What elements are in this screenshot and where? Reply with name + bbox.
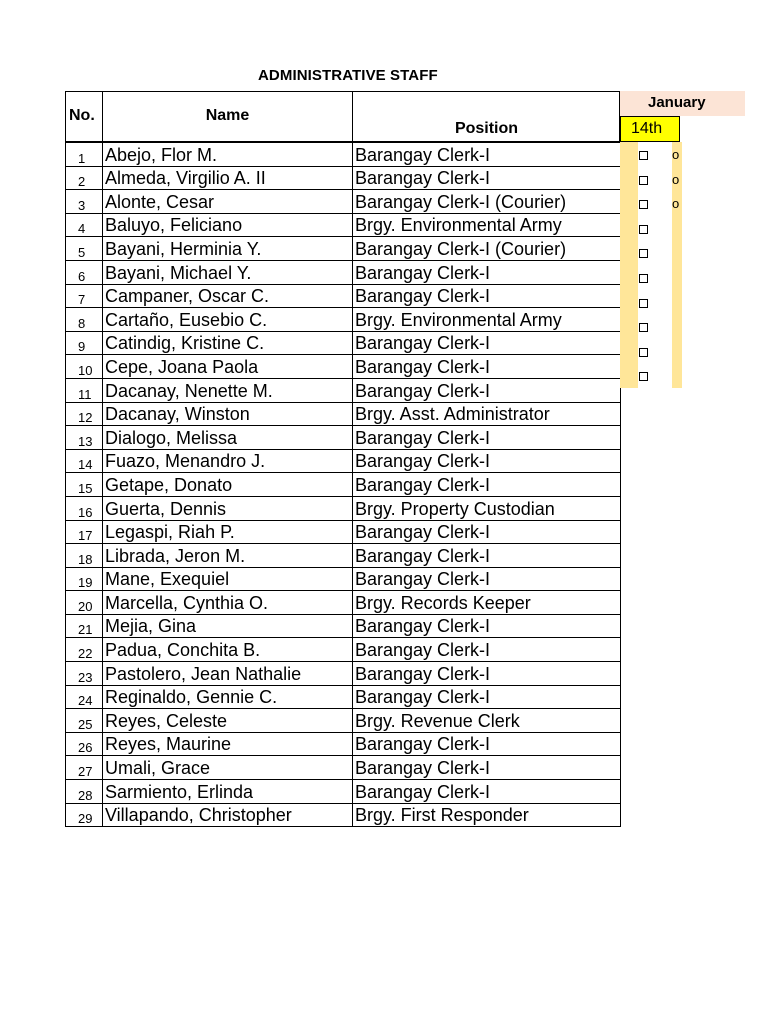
month-cell[interactable] xyxy=(620,91,706,116)
attendance-checkbox[interactable] xyxy=(639,200,648,209)
staff-name-cell[interactable]: Reginaldo, Gennie C. xyxy=(103,685,353,709)
staff-position-cell[interactable]: Brgy. Records Keeper xyxy=(353,591,621,615)
table-row xyxy=(66,803,621,827)
row-number-cell[interactable]: 19 xyxy=(66,567,103,591)
staff-position-cell[interactable]: Barangay Clerk-I xyxy=(353,143,621,167)
staff-position-cell[interactable]: Barangay Clerk-I xyxy=(353,780,621,804)
staff-position-cell[interactable]: Barangay Clerk-I xyxy=(353,614,621,638)
staff-name-cell[interactable]: Bayani, Michael Y. xyxy=(103,260,353,284)
staff-position-cell[interactable]: Barangay Clerk-I xyxy=(353,567,621,591)
staff-name-cell[interactable]: Villapando, Christopher xyxy=(103,803,353,827)
row-number-cell[interactable]: 8 xyxy=(66,308,103,332)
row-number-cell[interactable]: 6 xyxy=(66,260,103,284)
table-row xyxy=(66,213,621,237)
staff-name-cell[interactable]: Reyes, Celeste xyxy=(103,709,353,733)
row-number-cell[interactable]: 24 xyxy=(66,685,103,709)
row-number-cell[interactable]: 4 xyxy=(66,213,103,237)
row-number-cell[interactable]: 16 xyxy=(66,496,103,520)
attendance-checkbox[interactable] xyxy=(639,348,648,357)
row-number-cell[interactable]: 1 xyxy=(66,143,103,167)
header-name-label: Name xyxy=(205,107,250,124)
staff-name-cell[interactable]: Getape, Donato xyxy=(103,473,353,497)
attendance-checkbox[interactable] xyxy=(639,176,648,185)
table-row xyxy=(66,260,621,284)
staff-name-cell[interactable]: Catindig, Kristine C. xyxy=(103,331,353,355)
staff-name-cell[interactable]: Campaner, Oscar C. xyxy=(103,284,353,308)
staff-name-cell[interactable]: Alonte, Cesar xyxy=(103,190,353,214)
header-no-label: No. xyxy=(69,107,95,124)
month-label: January xyxy=(648,94,706,111)
table-row xyxy=(66,402,621,426)
staff-name-cell[interactable]: Marcella, Cynthia O. xyxy=(103,591,353,615)
staff-position-cell[interactable]: Barangay Clerk-I xyxy=(353,638,621,662)
staff-name-cell[interactable]: Dialogo, Melissa xyxy=(103,426,353,450)
staff-name-cell[interactable]: Abejo, Flor M. xyxy=(103,143,353,167)
staff-name-cell[interactable]: Dacanay, Nenette M. xyxy=(103,378,353,402)
table-row xyxy=(66,732,621,756)
row-number-cell[interactable]: 2 xyxy=(66,166,103,190)
staff-name-cell[interactable]: Pastolero, Jean Nathalie xyxy=(103,662,353,686)
staff-name-cell[interactable]: Dacanay, Winston xyxy=(103,402,353,426)
sheet-title: ADMINISTRATIVE STAFF xyxy=(258,67,438,84)
row-number-cell[interactable]: 18 xyxy=(66,544,103,568)
table-row xyxy=(66,709,621,733)
staff-name-cell[interactable]: Fuazo, Menandro J. xyxy=(103,449,353,473)
table-row xyxy=(66,662,621,686)
staff-position-cell[interactable]: Barangay Clerk-I xyxy=(353,355,621,379)
staff-name-cell[interactable]: Reyes, Maurine xyxy=(103,732,353,756)
table-row xyxy=(66,378,621,402)
table-row xyxy=(66,496,621,520)
staff-position-cell[interactable]: Barangay Clerk-I xyxy=(353,284,621,308)
table-row xyxy=(66,473,621,497)
staff-position-cell[interactable]: Barangay Clerk-I xyxy=(353,449,621,473)
table-row xyxy=(66,143,621,167)
row-number-cell[interactable]: 25 xyxy=(66,709,103,733)
table-row xyxy=(66,166,621,190)
table-row xyxy=(66,780,621,804)
staff-position-cell[interactable]: Barangay Clerk-I xyxy=(353,662,621,686)
table-row xyxy=(66,284,621,308)
staff-position-cell[interactable]: Barangay Clerk-I xyxy=(353,166,621,190)
header-no-cell[interactable] xyxy=(66,92,103,141)
attendance-checkbox[interactable] xyxy=(639,372,648,381)
attendance-checkbox[interactable] xyxy=(639,151,648,160)
attendance-checkbox[interactable] xyxy=(639,299,648,308)
row-number-cell[interactable]: 5 xyxy=(66,237,103,261)
staff-position-cell[interactable]: Barangay Clerk-I xyxy=(353,520,621,544)
row-number-cell[interactable]: 20 xyxy=(66,591,103,615)
table-row xyxy=(66,685,621,709)
staff-name-cell[interactable]: Librada, Jeron M. xyxy=(103,544,353,568)
table-row xyxy=(66,355,621,379)
staff-position-cell[interactable]: Barangay Clerk-I (Courier) xyxy=(353,190,621,214)
row-number-cell[interactable]: 23 xyxy=(66,662,103,686)
row-number-cell[interactable]: 13 xyxy=(66,426,103,450)
staff-position-cell[interactable]: Brgy. Revenue Clerk xyxy=(353,709,621,733)
table-row xyxy=(66,331,621,355)
table-row xyxy=(66,449,621,473)
staff-name-cell[interactable]: Legaspi, Riah P. xyxy=(103,520,353,544)
row-number-cell[interactable]: 11 xyxy=(66,378,103,402)
table-row xyxy=(66,591,621,615)
staff-position-cell[interactable]: Barangay Clerk-I xyxy=(353,473,621,497)
staff-name-cell[interactable]: Sarmiento, Erlinda xyxy=(103,780,353,804)
date-cell[interactable] xyxy=(620,116,680,142)
header-position-label: Position xyxy=(454,120,519,137)
row-number-cell[interactable]: 12 xyxy=(66,402,103,426)
staff-name-cell[interactable]: Guerta, Dennis xyxy=(103,496,353,520)
table-row xyxy=(66,190,621,214)
row-number-cell[interactable]: 3 xyxy=(66,190,103,214)
attendance-mark: o xyxy=(672,171,680,187)
row-number-cell[interactable]: 27 xyxy=(66,756,103,780)
table-row xyxy=(66,426,621,450)
staff-name-cell[interactable]: Baluyo, Feliciano xyxy=(103,213,353,237)
staff-table-body xyxy=(66,143,621,827)
header-position-cell[interactable] xyxy=(353,92,620,141)
staff-table xyxy=(65,142,621,827)
table-row xyxy=(66,308,621,332)
staff-position-cell[interactable]: Barangay Clerk-I xyxy=(353,378,621,402)
header-name-cell[interactable] xyxy=(103,92,353,141)
staff-position-cell[interactable]: Barangay Clerk-I xyxy=(353,426,621,450)
table-row xyxy=(66,544,621,568)
staff-position-cell[interactable]: Brgy. First Responder xyxy=(353,803,621,827)
staff-position-cell[interactable]: Barangay Clerk-I xyxy=(353,544,621,568)
table-row xyxy=(66,520,621,544)
staff-position-cell[interactable]: Barangay Clerk-I (Courier) xyxy=(353,237,621,261)
date-label: 14th xyxy=(631,120,663,137)
staff-name-cell[interactable]: Mejia, Gina xyxy=(103,614,353,638)
table-row xyxy=(66,638,621,662)
staff-position-cell[interactable]: Barangay Clerk-I xyxy=(353,756,621,780)
table-row xyxy=(66,567,621,591)
row-number-cell[interactable]: 9 xyxy=(66,331,103,355)
row-number-cell[interactable]: 7 xyxy=(66,284,103,308)
row-number-cell[interactable]: 21 xyxy=(66,614,103,638)
attendance-checkbox[interactable] xyxy=(639,225,648,234)
staff-position-cell[interactable]: Barangay Clerk-I xyxy=(353,260,621,284)
attendance-mark: o xyxy=(672,147,680,162)
attendance-checkbox[interactable] xyxy=(639,249,648,258)
staff-name-cell[interactable]: Padua, Conchita B. xyxy=(103,638,353,662)
staff-name-cell[interactable]: Almeda, Virgilio A. II xyxy=(103,166,353,190)
staff-name-cell[interactable]: Umali, Grace xyxy=(103,756,353,780)
staff-name-cell[interactable]: Bayani, Herminia Y. xyxy=(103,237,353,261)
attendance-checkbox[interactable] xyxy=(639,323,648,332)
staff-position-cell[interactable]: Barangay Clerk-I xyxy=(353,331,621,355)
table-row xyxy=(66,756,621,780)
row-number-cell[interactable]: 26 xyxy=(66,732,103,756)
staff-name-cell[interactable]: Mane, Exequiel xyxy=(103,567,353,591)
row-number-cell[interactable]: 28 xyxy=(66,780,103,804)
row-number-cell[interactable]: 22 xyxy=(66,638,103,662)
staff-name-cell[interactable]: Cepe, Joana Paola xyxy=(103,355,353,379)
attendance-mark: o xyxy=(672,196,680,212)
row-number-cell[interactable]: 10 xyxy=(66,355,103,379)
staff-position-cell[interactable]: Brgy. Environmental Army xyxy=(353,213,621,237)
row-number-cell[interactable]: 29 xyxy=(66,803,103,827)
staff-position-cell[interactable]: Barangay Clerk-I xyxy=(353,685,621,709)
staff-position-cell[interactable]: Brgy. Property Custodian xyxy=(353,496,621,520)
table-header-row xyxy=(65,91,620,142)
table-row xyxy=(66,614,621,638)
row-number-cell[interactable]: 15 xyxy=(66,473,103,497)
row-number-cell[interactable]: 14 xyxy=(66,449,103,473)
staff-position-cell[interactable]: Brgy. Environmental Army xyxy=(353,308,621,332)
staff-position-cell[interactable]: Brgy. Asst. Administrator xyxy=(353,402,621,426)
staff-position-cell[interactable]: Barangay Clerk-I xyxy=(353,732,621,756)
row-number-cell[interactable]: 17 xyxy=(66,520,103,544)
staff-name-cell[interactable]: Cartaño, Eusebio C. xyxy=(103,308,353,332)
attendance-checkbox[interactable] xyxy=(639,274,648,283)
table-row xyxy=(66,237,621,261)
